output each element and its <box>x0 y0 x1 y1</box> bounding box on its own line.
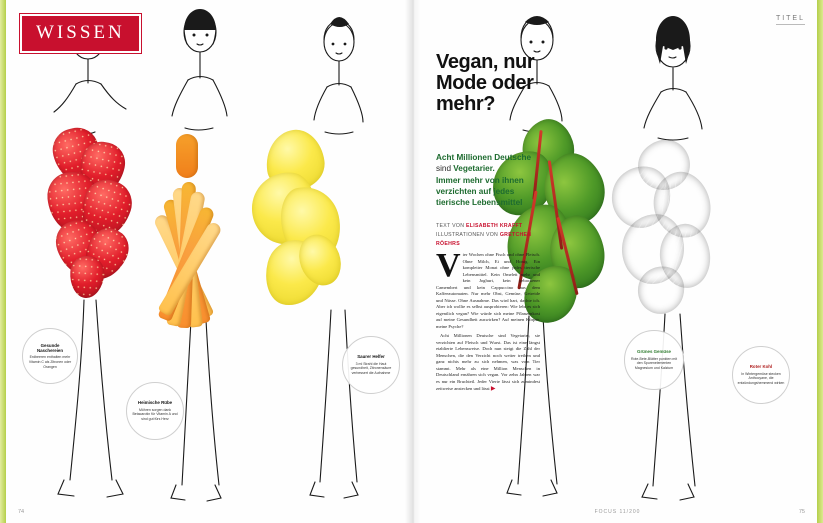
article-body <box>436 247 540 397</box>
callout-text: 3 ml Strahl die Haut gesundheit, Zitronensäure verbessert die Aufnahme <box>350 361 392 375</box>
food-red-cabbage <box>608 140 712 316</box>
drop-cap: V <box>436 247 461 284</box>
deck-line-3: Immer mehr von ihnen <box>436 175 524 185</box>
page-number-right: 75 <box>798 509 805 515</box>
headline-line-1: Vegan, nur <box>436 51 535 73</box>
body-paragraph-2: Acht Millionen Deutsche sind Vegetarier, sie verzichten auf Fleisch und Wurst. Das ist eine längst etablierte Lebensweise. Doch nun steigt die Zahl der Menschen, die den Verzicht noch weiter treiben und ganz nichts mehr zu sich nehmen, was vom Tier stammt. Mehr als eine Million Menschen in Deutschland ernähren sich vegan. Vor zehn Jahren war es nur ein Bruchteil. Jeder Vierte lässt sich zumindest zeitweise anstecken und lässt <box>436 333 540 392</box>
deck-line-2-plain: sind <box>436 164 454 174</box>
callout-text: In Wintergemüse stecken Anthocyane, die entzündungshemmend wirken <box>737 371 785 385</box>
section-flag-wissen: WISSEN <box>20 14 141 53</box>
deck-line-2-bold: Vegetarier. <box>453 164 495 174</box>
credit-illustration-author: GRETCHEN RÖEHRS <box>436 231 532 247</box>
deck-line-5: tierische Lebensmittel <box>436 198 523 208</box>
byline-credits <box>436 222 556 249</box>
headline-line-2: Mode oder <box>436 72 534 95</box>
continuation-arrow-icon: ▶ <box>490 386 496 393</box>
article-deck <box>436 152 546 209</box>
credit-text-label: TEXT VON <box>436 223 465 229</box>
food-carrots <box>150 138 222 328</box>
callout-title: Gesunde Naschereien <box>36 342 64 353</box>
imprint-footer: FOCUS 11/200 <box>594 509 641 515</box>
page-edge-right <box>817 0 823 523</box>
food-lemon-peel <box>248 130 344 312</box>
callout-gruenes-gemuese <box>624 330 684 390</box>
callout-roter-kohl <box>732 346 790 404</box>
body-paragraph-1: ier Wochen ohne Fisch und ohne Fleisch. Ohne Milch, Ei und Honig. Ein kompletter Monat ohne jedes tierische Lebensmittel. Kein Omelett mehr und kein Joghurt, kein gebackener Camembert und kein Cappuccino aus dem Kaffeeautomaten. Nur mehr Obst, Gemüse, Getreide und Nüsse. Ohne Ausnahme. Das wird hart, dachte ich. Aber ich wollte es selbst ausprobieren: Wie lebt es sich eigentlich vegan? Wie würde sich meine Pflanzenkost auf meine Gesundheit auswirken? Auf meinen Körper, meine Psyche? <box>436 252 540 329</box>
section-label-titel: TITEL <box>776 15 805 25</box>
callout-title: Grünes Gemüse <box>637 349 671 355</box>
callout-text: Möhren sorgen dank Betacarotin für Vitamin A und sind gut fürs Herz <box>132 407 178 421</box>
credit-text-author: ELISABETH KRAFFT <box>466 223 523 229</box>
deck-line-4: verzichten auf jedes <box>436 186 515 196</box>
callout-title: Roter Kohl <box>749 364 773 370</box>
page-number-left: 74 <box>18 509 25 515</box>
headline-line-3: mehr? <box>436 93 496 116</box>
callout-saurer-helfer <box>342 336 400 394</box>
callout-gesunde-naschereien <box>22 328 78 384</box>
callout-title: Saurer Helfer <box>357 354 385 360</box>
callout-heimische-ruebe <box>126 382 184 440</box>
callout-text: Erdbeeren enthalten mehr Vitamin C als Zitronen oder Orangen <box>28 355 72 369</box>
deck-line-1: Acht Millionen Deutsche <box>436 153 532 162</box>
callout-text: Rote-Bete-Blätter punkten mit den Spurenelementen Magnesium und Kalzium <box>630 356 678 370</box>
right-page <box>412 0 823 523</box>
callout-title: Heimische Rübe <box>137 400 173 406</box>
credit-illustration-label: ILLUSTRATIONEN VON <box>436 231 499 238</box>
page-title <box>436 52 546 116</box>
food-strawberries <box>46 128 132 298</box>
page-edge-left <box>0 0 6 523</box>
